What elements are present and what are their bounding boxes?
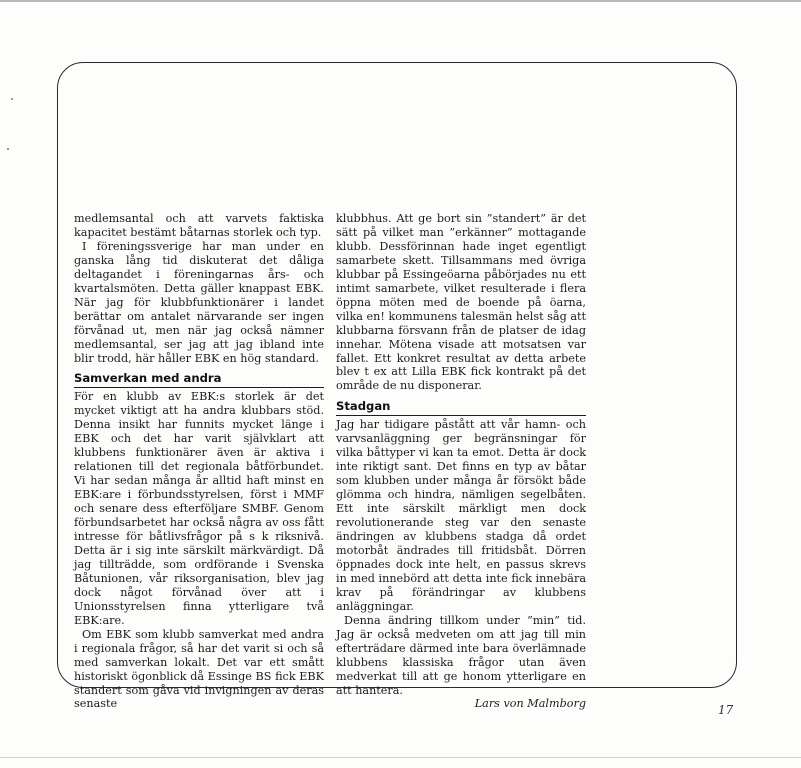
scan-speck: [7, 148, 9, 150]
right-section-paragraph: Denna ändring tillkom under ”min” tid. Jag är också medveten om att jag till min efterträdare därmed inte bara överlämnade klubbens klassiska frågor utan även medverkat till att ge honom ytterligare en att hantera.: [336, 613, 586, 697]
section-heading-stadgan: Stadgan: [336, 399, 586, 416]
left-column: [74, 212, 324, 711]
page-number: 17: [718, 703, 734, 717]
author-signature: Lars von Malmborg: [474, 697, 586, 711]
left-paragraph: medlemsantal och att varvets faktiska kapacitet bestämt båtarnas storlek och typ.: [74, 212, 324, 239]
right-column: [336, 212, 586, 711]
left-section-paragraph: För en klubb av EBK:s storlek är det mycket viktigt att ha andra klubbars stöd. Denna insikt har funnits mycket länge i EBK och det har varit självklart att klubbens funktionärer även är aktiva i relationen till det regionala båtförbundet. Vi har sedan många år alltid haft minst en EBK:are i förbundsstyrelsen, först i MMF och senare dess efterföljare SMBF. Genom förbundsarbetet har också några av oss fått intresse för båtlivsfrågor på s k riksnivå. Detta är i sig inte särskilt märkvärdigt. Då jag tillträdde, som ordförande i Svenska Båtunionen, vår riksorganisation, blev jag dock något förvånad över att i Unionsstyrelsen finna ytterligare två EBK:are.: [74, 390, 324, 627]
right-paragraph: klubbhus. Att ge bort sin ”standert” är det sätt på vilket man ”erkänner” mottagande klubb. Dessförinnan hade inget egentligt samarbete skett. Tillsammans med övriga klubbar på Essingeöarna påbörjades nu ett intimt samarbete, vilket resulterade i flera öppna möten med de boende på öarna, vilka en! kommunens talesmän helst såg att klubbarna försvann från de platser de idag innehar. Mötena visade att motsatsen var fallet. Ett konkret resultat av detta arbete blev t ex att Lilla EBK fick kontrakt på det område de nu disponerar.: [336, 212, 586, 393]
top-edge-rule: [0, 0, 801, 2]
section-heading-samverkan: Samverkan med andra: [74, 371, 324, 388]
right-section-paragraph: Jag har tidigare påstått att vår hamn- och varvsanläggning ger begränsningar för vilka båttyper vi kan ta emot. Detta är dock inte riktigt sant. Det finns en typ av båtar som klubben under många år försökt både glömma och hindra, nämligen segelbåten. Ett inte särskilt märkligt men dock revolutionerande steg var den senaste ändringen av klubbens stadga då ordet motorbåt ändrades till fritidsbåt. Dörren öppnades dock inte helt, en passus skrevs in med innebörd att detta inte fick innebära krav på förändringar av klubbens anläggningar.: [336, 418, 586, 613]
left-paragraph: I föreningssverige har man under en ganska lång tid diskuterat det dåliga deltagandet i föreningarnas års- och kvartalsmöten. Detta gäller knappast EBK. När jag för klubbfunktionärer i landet berättar om antalet närvarande ser ingen förvånad ut, men när jag också nämner medlemsantal, ser jag att jag ibland inte blir trodd, här håller EBK en hög standard.: [74, 239, 324, 365]
left-section-paragraph: Om EBK som klubb samverkat med andra i regionala frågor, så har det varit si och så med samverkan lokalt. Det var ett smått historiskt ögonblick då Essinge BS fick EBK standert som gåva vid invigningen av deras senaste: [74, 627, 324, 711]
scan-speck: [11, 98, 13, 100]
bottom-edge-rule: [0, 757, 801, 758]
